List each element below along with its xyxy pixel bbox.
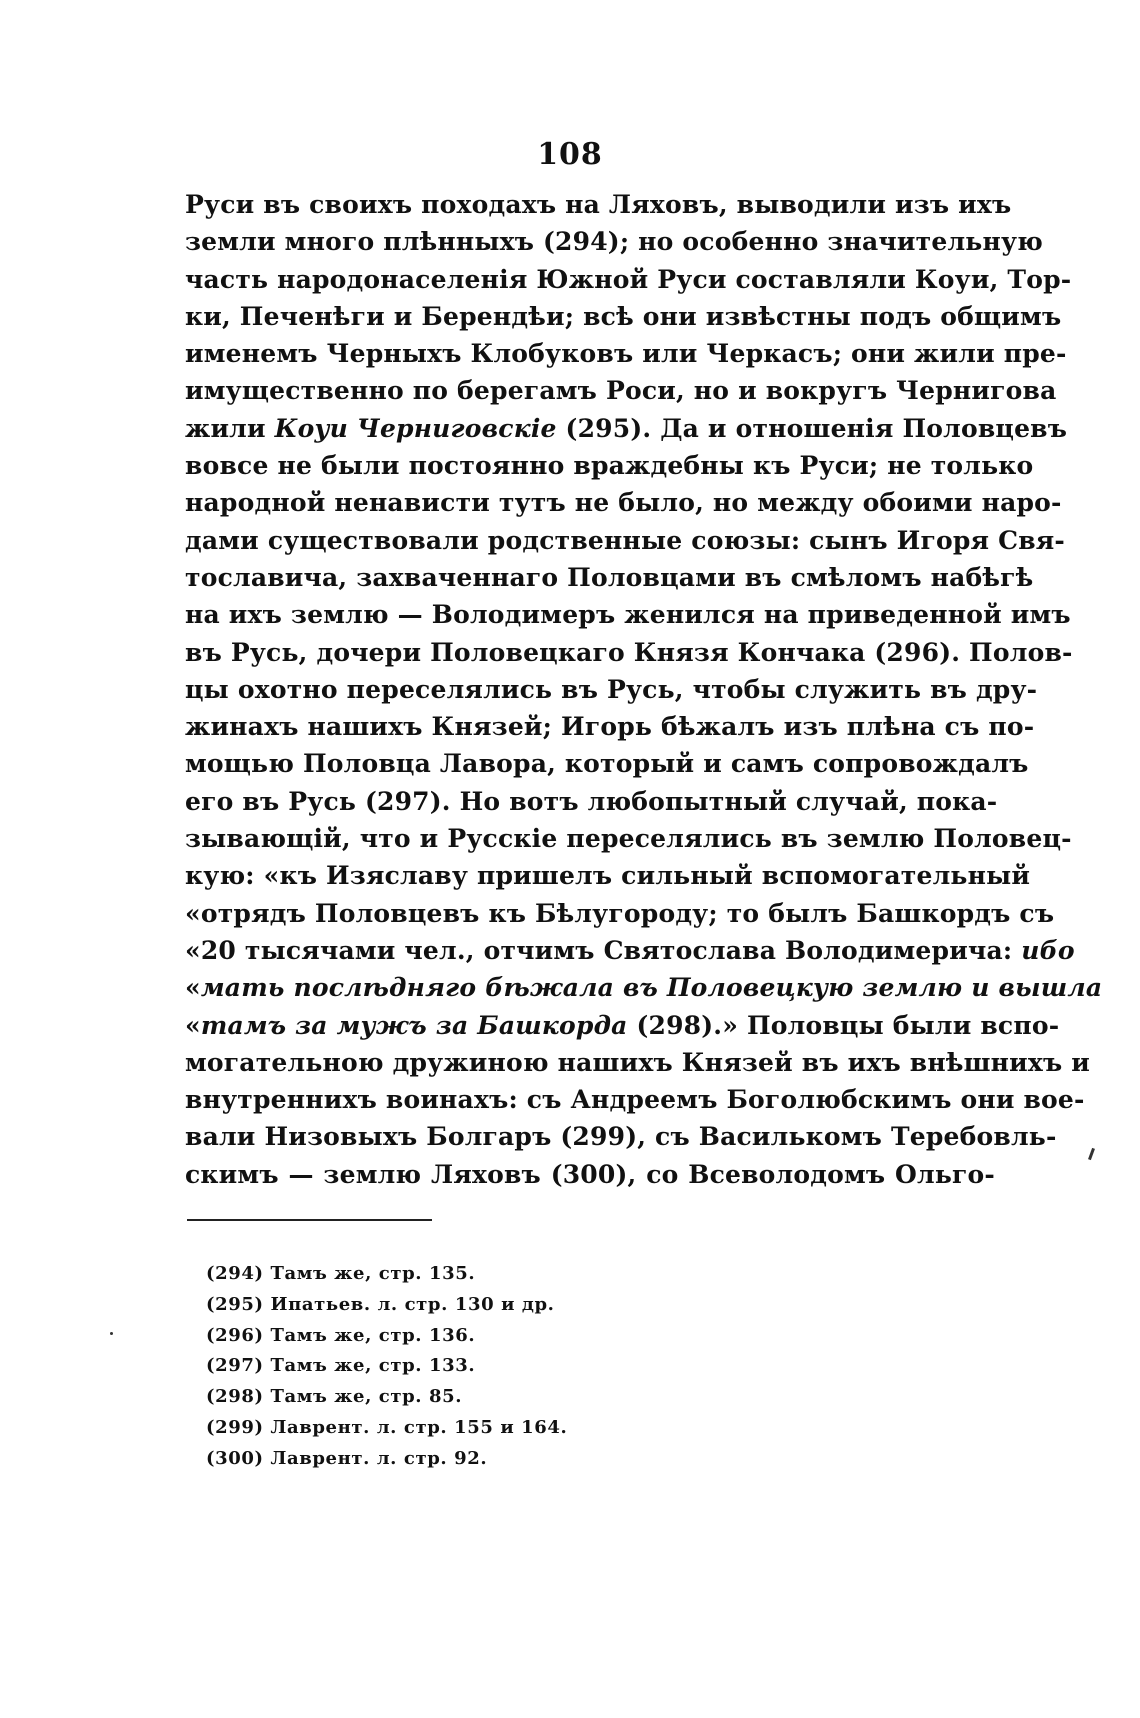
text-line: могательною дружиною нашихъ Князей въ ихъ внѣшнихъ и (185, 1047, 1091, 1077)
text-line: ки, Печенѣги и Берендѣи; всѣ они извѣстны подъ общимъ (185, 301, 1062, 331)
footnote-300: (300) Лаврент. л. стр. 92. (206, 1447, 488, 1469)
body-text (185, 186, 1103, 1193)
text-line: часть народонаселенія Южной Руси составляли Коуи, Тор- (185, 264, 1072, 294)
footnote-296: (296) Тамъ же, стр. 136. (206, 1324, 476, 1346)
footnote-299: (299) Лаврент. л. стр. 155 и 164. (206, 1416, 568, 1438)
text-line: земли много плѣнныхъ (294); но особенно значительную (185, 227, 1043, 257)
text-line: «отрядъ Половцевъ къ Бѣлугороду; то былъ Башкордъ съ (185, 898, 1055, 928)
text-line-with-italic (185, 410, 1068, 447)
text-segment: « (185, 1010, 201, 1040)
text-line: тославича, захваченнаго Половцами въ смѣломъ набѣгѣ (185, 562, 1034, 592)
scan-speck (1088, 1148, 1095, 1160)
footnote-297: (297) Тамъ же, стр. 133. (206, 1355, 476, 1377)
footnote-295: (295) Ипатьев. л. стр. 130 и др. (206, 1293, 555, 1315)
text-line: внутреннихъ воинахъ: съ Андреемъ Боголюбскимъ они вое- (185, 1085, 1085, 1115)
italic-phrase: ибо (1021, 935, 1075, 965)
text-segment: (298).» Половцы были вспо- (627, 1010, 1060, 1040)
footnotes (206, 1259, 806, 1475)
text-line: цы охотно переселялись въ Русь, чтобы служить въ дру- (185, 674, 1038, 704)
text-line: имущественно по берегамъ Роси, но и вокругъ Чернигова (185, 376, 1057, 406)
text-line: мощью Половца Лавора, который и самъ сопровождалъ (185, 749, 1029, 779)
text-line: именемъ Черныхъ Клобуковъ или Черкасъ; они жили пре- (185, 339, 1067, 369)
text-line: въ Русь, дочери Половецкаго Князя Кончака (296). Полов- (185, 637, 1073, 667)
text-line-with-italic (185, 932, 1075, 969)
footnote-294: (294) Тамъ же, стр. 135. (206, 1263, 476, 1284)
text-line: вовсе не были постоянно враждебны къ Руси; не только (185, 451, 1034, 481)
text-segment: жили (185, 413, 275, 443)
scan-speck (110, 1332, 113, 1335)
text-line: зывающій, что и Русскіе переселялись въ землю Половец- (185, 824, 1072, 854)
italic-phrase: Коуи Черниговскіе (274, 413, 557, 443)
text-line-with-italic (185, 1007, 1060, 1044)
text-line: вали Низовыхъ Болгаръ (299), съ Василькомъ Теребовль- (185, 1122, 1057, 1152)
text-line: на ихъ землю — Володимеръ женился на приведенной имъ (185, 600, 1071, 630)
text-line: народной ненависти тутъ не было, но между обоими наро- (185, 488, 1062, 518)
text-line-with-italic (185, 969, 1103, 1006)
footnote-298: (298) Тамъ же, стр. 85. (206, 1386, 463, 1408)
text-line: скимъ — землю Ляховъ (300), со Всеволодомъ Ольго- (185, 1159, 995, 1189)
text-line: дами существовали родственные союзы: сынъ Игоря Свя- (185, 525, 1066, 555)
text-line: Руси въ своихъ походахъ на Ляховъ, выводили изъ ихъ (185, 190, 1012, 219)
text-segment: « (185, 973, 201, 1003)
footnote-divider (187, 1219, 432, 1221)
text-line: его въ Русь (297). Но вотъ любопытный случай, пока- (185, 786, 998, 816)
italic-phrase: тамъ за мужъ за Башкорда (200, 1010, 628, 1040)
text-line: жинахъ нашихъ Князей; Игорь бѣжалъ изъ плѣна съ по- (185, 712, 1035, 742)
text-segment: (295). Да и отношенія Половцевъ (556, 413, 1068, 443)
italic-phrase: мать послѣдняго бѣжала въ Половецкую землю и вышла (200, 973, 1103, 1003)
text-segment: «20 тысячами чел., отчимъ Святослава Володимерича: (185, 935, 1022, 965)
page-number: 108 (537, 137, 603, 172)
text-line: кую: «къ Изяславу пришелъ сильный вспомогательный (185, 861, 1031, 891)
